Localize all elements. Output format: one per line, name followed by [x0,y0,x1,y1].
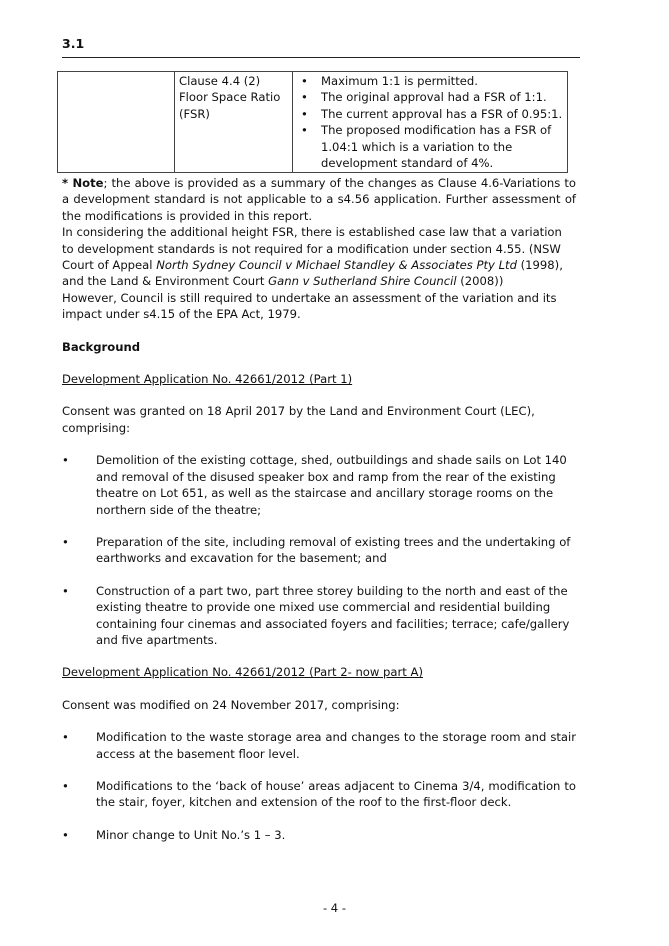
da2-title: Development Application No. 42661/2012 (Part 2- now part A) [62,665,423,680]
da1-title: Development Application No. 42661/2012 (Part 1) [62,372,353,387]
da1-list [62,452,576,648]
table-cell-clause: Clause 4.4 (2) Floor Space Ratio (FSR) [175,72,293,173]
list-item: • The current approval has a FSR of 0.95:1. [321,106,563,122]
case-citation-2: Gann v Sutherland Shire Council [268,274,457,289]
list-item: • Minor change to Unit No.’s 1 – 3. [62,827,576,843]
case-citation-1: North Sydney Council v Michael Standley & Associates Pty Ltd [156,258,517,273]
list-item: • Modifications to the ‘back of house’ areas adjacent to Cinema 3/4, modification to the stair, foyer, kitchen and extension of the roof to the first-floor deck. [62,778,576,811]
case-law-paragraph [62,224,576,290]
list-item: • Demolition of the existing cottage, shed, outbuildings and shade sails on Lot 140 and removal of the disused speaker box and ramp from the rear of the existing theatre on Lot 651, as well as the staircase and ancillary storage rooms on the northern side of the theatre; [62,452,576,518]
table-cell-empty [58,72,175,173]
list-item: • The original approval had a FSR of 1:1. [321,89,563,105]
list-item: • The proposed modification has a FSR of 1.04:1 which is a variation to the development standard of 4%. [321,122,563,171]
case-law-text: (1998), and the Land & Environment Court [62,258,563,289]
list-item: • Modification to the waste storage area and changes to the storage room and stair access at the basement floor level. [62,729,576,762]
document-body [62,175,576,843]
case-law-text: (2008)) [456,274,504,289]
assessment-paragraph: However, Council is still required to undertake an assessment of the variation and its impact under s4.15 of the EPA Act, 1979. [62,290,557,322]
section-number: 3.1 [62,36,580,58]
note-paragraph [62,175,576,224]
da2-list [62,729,576,843]
table-row [58,72,568,173]
table-cell-details [293,72,568,173]
da2-intro: Consent was modified on 24 November 2017, comprising: [62,697,400,712]
note-text: ; the above is provided as a summary of the changes as Clause 4.6-Variations to a development standard is not applicable to a s4.56 application. Further assessment of the modifications is provided in this report. [62,176,576,223]
list-item: • Maximum 1:1 is permitted. [321,73,563,89]
background-heading: Background [62,339,141,354]
case-law-text: In considering the additional height FSR, there is established case law that a variation to development standards is not required for a modification under section 4.55. (NSW Court of Appeal [62,225,562,273]
list-item: • Preparation of the site, including removal of existing trees and the undertaking of earthworks and excavation for the basement; and [62,534,576,567]
note-label: * Note [62,176,104,190]
page-number: - 4 - [322,901,347,915]
fsr-summary-table [57,71,568,173]
list-item: • Construction of a part two, part three storey building to the north and east of the existing theatre to provide one mixed use commercial and residential building containing four cinemas and associated foyers and facilities; terrace; cafe/gallery and five apartments. [62,583,576,649]
da1-intro: Consent was granted on 18 April 2017 by the Land and Environment Court (LEC), comprising: [62,404,535,435]
